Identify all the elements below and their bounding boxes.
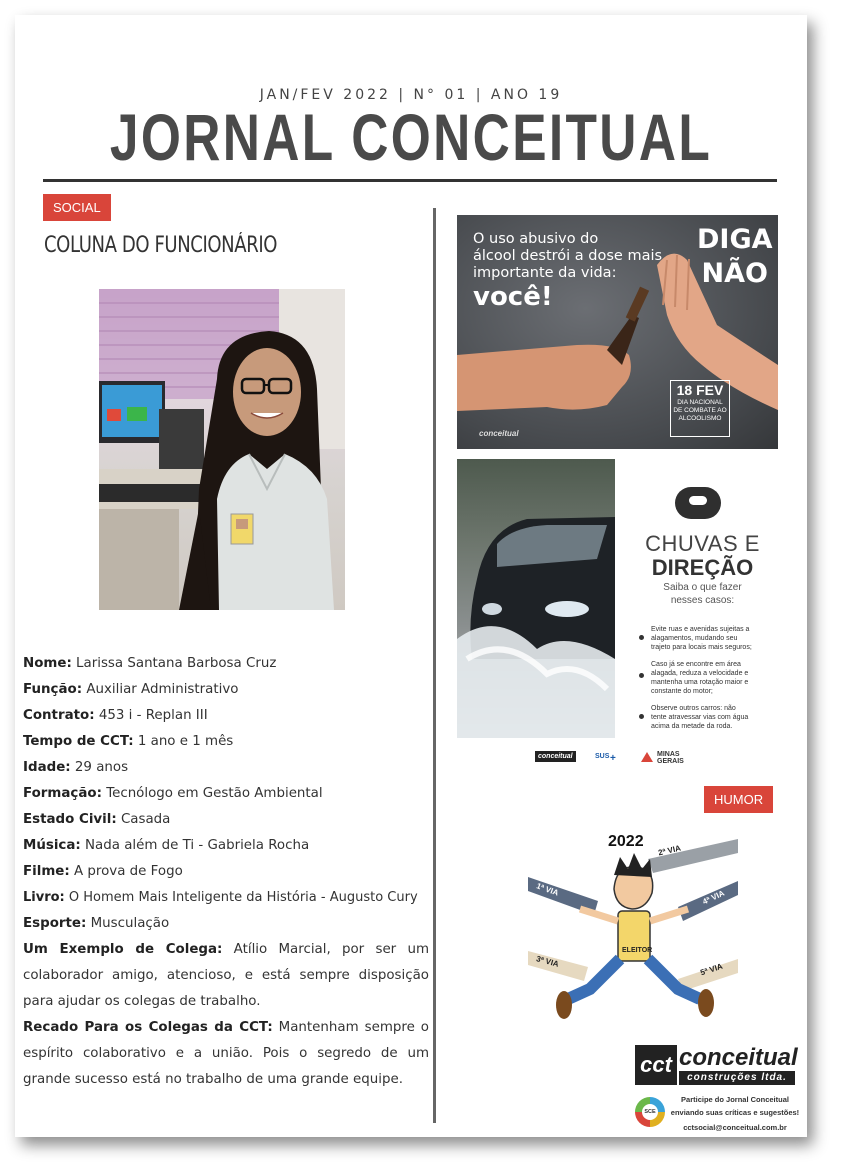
- tip-item: Observe outros carros: não tente atravessar vias com água acima da metade da roda.: [639, 704, 775, 731]
- column-divider: [433, 208, 436, 1123]
- via-3-label: 3ª VIA: [535, 954, 560, 969]
- profile-paragraph: Um Exemplo de Colega: Atílio Marcial, por ser um colaborador amigo, atencioso, e está sempre disposição para ajudar os colegas de trabalho.: [23, 942, 429, 1009]
- sponsor-logos: [535, 751, 735, 767]
- rain-driving-ad: [457, 459, 778, 773]
- profile-line: Livro: O Homem Mais Inteligente da História - Augusto Cury: [23, 890, 418, 905]
- sus-logo: SUS: [595, 753, 610, 760]
- ad-logo: conceitual: [479, 429, 519, 438]
- newsletter-title: JORNAL CONCEITUAL: [109, 100, 713, 174]
- humor-cartoon: [528, 829, 740, 1029]
- via-4-label: 4ª VIA: [701, 888, 726, 907]
- section-tag-social: SOCIAL: [43, 194, 111, 221]
- eleitor-label: ELEITOR: [622, 947, 653, 954]
- employee-profile: [23, 651, 429, 1093]
- footer-info: Participe do Jornal Conceitual enviando suas críticas e sugestões! cctsocial@conceitual.com.br: [667, 1093, 803, 1134]
- profile-line: Idade: 29 anos: [23, 760, 129, 775]
- rain-tips: [639, 625, 775, 731]
- sce-badge-icon: SCE: [635, 1097, 665, 1127]
- newsletter-page: [15, 15, 807, 1137]
- sus-cross-icon: +: [610, 753, 616, 764]
- via-5-label: 5ª VIA: [699, 961, 724, 978]
- employee-photo: [99, 289, 345, 610]
- issue-line: JAN/FEV 2022 | N° 01 | ANO 19: [259, 87, 563, 103]
- employee-photo-art: [99, 289, 345, 610]
- profile-line: Música: Nada além de Ti - Gabriela Rocha: [23, 838, 310, 853]
- section-tag-humor: HUMOR: [704, 786, 773, 813]
- car-illustration: [457, 459, 615, 738]
- cartoon-illustration: [528, 829, 740, 1029]
- via-1-label: 1ª VIA: [535, 881, 560, 898]
- profile-line: Esporte: Musculação: [23, 916, 170, 931]
- cct-logo-mark: cct: [635, 1045, 677, 1085]
- cct-conceitual-logo: [635, 1044, 798, 1089]
- ad-headline: O uso abusivo do álcool destrói a dose mais importante da vida: você!: [473, 231, 663, 312]
- profile-line: Nome: Larissa Santana Barbosa Cruz: [23, 656, 277, 671]
- tip-item: Evite ruas e avenidas sujeitas a alagamentos, mudando seu trajeto para locais mais seguros;: [639, 625, 775, 652]
- profile-line: Estado Civil: Casada: [23, 812, 171, 827]
- footer-email: cctsocial@conceitual.com.br: [683, 1123, 787, 1132]
- cct-logo-small: conceitual: [535, 751, 576, 762]
- cct-logo-sub: construções ltda.: [679, 1071, 795, 1085]
- profile-line: Tempo de CCT: 1 ano e 1 mês: [23, 734, 234, 749]
- mg-logo: MINAS GERAIS: [657, 751, 684, 765]
- tip-item: Caso já se encontre em área alagada, reduza a velocidade e mantenha uma rotação maior e constante do motor;: [639, 660, 775, 696]
- alcohol-awareness-ad: [457, 215, 778, 449]
- cct-logo-name: conceitual: [679, 1044, 798, 1071]
- profile-paragraph: Recado Para os Colegas da CCT: Mantenham sempre o espírito colaborativo e a união. Pois o segredo de um grande sucesso está no trabalho de uma grande equipe.: [23, 1020, 429, 1087]
- profile-line: Filme: A prova de Fogo: [23, 864, 183, 879]
- cartoon-year: 2022: [608, 833, 644, 850]
- via-2-label: 2ª VIA: [657, 843, 682, 858]
- rain-title: CHUVAS E DIREÇÃO Saiba o que fazer nesses casos:: [645, 531, 760, 606]
- rain-car-photo: [457, 459, 615, 738]
- diga-nao-text: DIGA NÃO: [697, 224, 773, 289]
- profile-line: Formação: Tecnólogo em Gestão Ambiental: [23, 786, 323, 801]
- mg-triangle-icon: [641, 752, 653, 762]
- column-title: COLUNA DO FUNCIONÁRIO: [44, 233, 278, 258]
- header-rule: [43, 179, 777, 182]
- profile-line: Contrato: 453 i - Replan III: [23, 708, 208, 723]
- date-box: 18 FEV DIA NACIONAL DE COMBATE AO ALCOOLISMO: [670, 380, 730, 437]
- cloud-rain-icon: [675, 487, 721, 519]
- profile-line: Função: Auxiliar Administrativo: [23, 682, 239, 697]
